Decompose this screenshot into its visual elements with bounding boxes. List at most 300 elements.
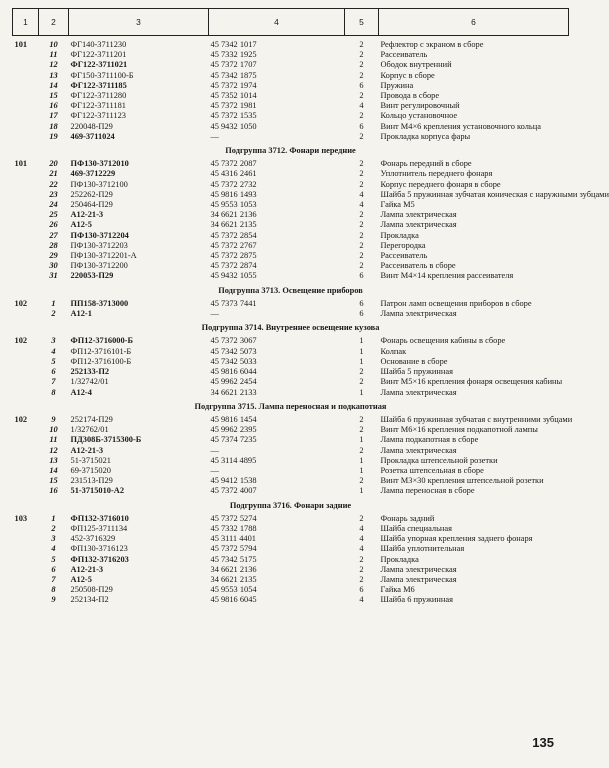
section-title: Подгруппа 3713. Освещение приборов (218, 285, 363, 295)
section-row (13, 398, 569, 415)
description: Лампа электрическая (380, 309, 457, 319)
part-number: ПД308Б-3715300-Б (70, 435, 142, 445)
catalog-code: 45 4316 2461 (210, 169, 257, 179)
part-number: ПФ130-3712203 (70, 240, 128, 250)
part-number: ФГ122-3711201 (70, 50, 127, 60)
table-row (13, 575, 569, 585)
part-number: А12-21-3 (70, 445, 104, 455)
part-number: ФП12-3716101-Б (70, 346, 132, 356)
catalog-code: 45 7342 1875 (210, 70, 257, 80)
group-number (13, 446, 39, 456)
quantity: 4 (359, 534, 364, 544)
position-number: 6 (51, 367, 56, 377)
section-title: Подгруппа 3712. Фонари передние (225, 146, 356, 156)
table-row (13, 241, 569, 251)
description: Лампа электрическая (380, 574, 457, 584)
description: Винт регулировочный (380, 101, 460, 111)
group-number (13, 220, 39, 230)
position-number: 13 (49, 455, 58, 465)
quantity: 2 (359, 445, 364, 455)
group-number (13, 81, 39, 91)
description: Корпус переднего фонаря в сборе (380, 179, 501, 189)
part-number: А12-5 (70, 574, 92, 584)
quantity: 2 (359, 251, 364, 261)
description: Прокладка (380, 554, 419, 564)
group-number (13, 388, 39, 398)
position-number: 1 (51, 513, 56, 523)
quantity: 6 (359, 271, 364, 281)
part-number: ФП12-3716100-Б (70, 356, 132, 366)
group-number (13, 71, 39, 81)
catalog-code: 34 6621 2136 (210, 210, 257, 220)
description: Фонарь освещения кабины в сборе (380, 336, 506, 346)
description: Прокладка штепсельной розетки (380, 455, 498, 465)
description: Колпак (380, 346, 407, 356)
part-number: ПФ130-3712201-А (70, 251, 137, 261)
description: Рассеиватель (380, 251, 428, 261)
header-col-6: 6 (379, 9, 569, 36)
position-number: 24 (49, 200, 58, 210)
group-number: 102 (14, 336, 28, 346)
catalog-code: 45 9962 2395 (210, 425, 257, 435)
part-number: ФГ122-3711123 (70, 111, 126, 121)
part-number: ПП158-3713000 (70, 298, 129, 308)
catalog-code: 45 7342 5175 (210, 554, 257, 564)
description: Винт М5×16 крепления фонаря освещения кабины (380, 377, 563, 387)
part-number: 220048-П29 (70, 121, 113, 131)
position-number: 8 (51, 585, 56, 595)
group-number (13, 122, 39, 132)
catalog-code: 45 7372 5794 (210, 544, 257, 554)
position-number: 20 (49, 159, 58, 169)
part-number: 252174-П29 (70, 414, 113, 424)
part-number: ПФ130-3712010 (70, 159, 129, 169)
catalog-code: 45 7372 1974 (210, 80, 257, 90)
catalog-code: 45 9816 6044 (210, 367, 257, 377)
description: Лампа электрическая (380, 210, 457, 220)
position-number: 9 (51, 595, 56, 605)
position-number: 21 (49, 169, 58, 179)
quantity: 1 (359, 435, 364, 445)
table-row (13, 555, 569, 565)
table-row (13, 466, 569, 476)
table-row (13, 388, 569, 398)
table-row (13, 425, 569, 435)
part-number: 252134-П2 (70, 595, 109, 605)
group-number (13, 555, 39, 565)
part-number: 1/32762/01 (70, 425, 109, 435)
quantity: 1 (359, 486, 364, 496)
part-number: ФП132-3716010 (70, 513, 129, 523)
group-number (13, 241, 39, 251)
position-number: 1 (51, 298, 56, 308)
description: Прокладка (380, 230, 419, 240)
part-number: 252262-П29 (70, 189, 113, 199)
table-row (13, 367, 569, 377)
part-number: 469-3711024 (70, 131, 115, 141)
quantity: 2 (359, 513, 364, 523)
part-number: ФГ122-3711280 (70, 91, 127, 101)
group-number (13, 111, 39, 121)
part-number: А12-21-3 (70, 564, 104, 574)
table-row (13, 40, 569, 50)
group-number: 103 (14, 513, 28, 523)
position-number: 2 (51, 523, 56, 533)
description: Лампа переносная в сборе (380, 486, 475, 496)
group-number: 102 (14, 298, 28, 308)
part-number: ФГ122-3711021 (70, 60, 128, 70)
quantity: 6 (359, 121, 364, 131)
table-row (13, 514, 569, 524)
group-number (13, 169, 39, 179)
position-number: 28 (49, 240, 58, 250)
description: Прокладка корпуса фары (380, 131, 471, 141)
position-number: 25 (49, 210, 58, 220)
table-row (13, 159, 569, 169)
position-number: 27 (49, 230, 58, 240)
group-number (13, 476, 39, 486)
catalog-code: 45 7372 2767 (210, 240, 257, 250)
table-row (13, 50, 569, 60)
table-row (13, 585, 569, 595)
catalog-code: 45 9553 1054 (210, 585, 257, 595)
group-number (13, 575, 39, 585)
catalog-page (12, 8, 609, 760)
group-number (13, 231, 39, 241)
part-number: ПФ130-3712204 (70, 230, 129, 240)
description: Ободок внутренний (380, 60, 452, 70)
quantity: 1 (359, 336, 364, 346)
table-row (13, 534, 569, 544)
table-row (13, 544, 569, 554)
position-number: 4 (51, 346, 56, 356)
table-row (13, 347, 569, 357)
parts-table (12, 8, 609, 606)
part-number: 231513-П29 (70, 476, 113, 486)
table-row (13, 595, 569, 605)
quantity: 2 (359, 131, 364, 141)
position-number: 8 (51, 387, 56, 397)
description: Корпус в сборе (380, 70, 435, 80)
catalog-code: 45 9432 1050 (210, 121, 257, 131)
position-number: 31 (49, 271, 58, 281)
quantity: 2 (359, 169, 364, 179)
catalog-code: 45 7372 2875 (210, 251, 257, 261)
group-number (13, 200, 39, 210)
table-row (13, 377, 569, 387)
table-row (13, 101, 569, 111)
position-number: 18 (49, 121, 58, 131)
header-col-1: 1 (13, 9, 39, 36)
quantity: 2 (359, 159, 364, 169)
table-row (13, 231, 569, 241)
group-number (13, 456, 39, 466)
table-row (13, 220, 569, 230)
position-number: 5 (51, 356, 56, 366)
part-number: 252133-П2 (70, 367, 110, 377)
part-number: ПФ130-3712200 (70, 261, 128, 271)
position-number: 30 (49, 261, 58, 271)
table-row (13, 251, 569, 261)
part-number: ФГ150-3711100-Б (70, 70, 134, 80)
quantity: 2 (359, 50, 364, 60)
description: Кольцо установочное (380, 111, 458, 121)
position-number: 15 (49, 476, 58, 486)
position-number: 7 (51, 574, 56, 584)
part-number: А12-4 (70, 387, 92, 397)
table-row (13, 271, 569, 281)
table-row (13, 60, 569, 70)
part-number: 452-3716329 (70, 534, 116, 544)
quantity: 2 (359, 574, 364, 584)
position-number: 10 (49, 40, 58, 49)
part-number: 250464-П29 (70, 200, 113, 210)
part-number: 51-3715010-А2 (70, 486, 125, 496)
position-number: 11 (49, 50, 58, 60)
catalog-code: — (210, 465, 219, 475)
header-col-5: 5 (345, 9, 379, 36)
quantity: 4 (359, 523, 364, 533)
part-number: ФП125-3711134 (70, 523, 128, 533)
group-number (13, 466, 39, 476)
quantity: 1 (359, 387, 364, 397)
position-number: 11 (49, 435, 58, 445)
catalog-code: 45 7372 4007 (210, 486, 257, 496)
part-number: ФП12-3716000-Б (70, 336, 134, 346)
quantity: 4 (359, 200, 364, 210)
description: Шайба 5 пружинная (380, 367, 453, 377)
group-number (13, 101, 39, 111)
catalog-code: — (210, 309, 219, 319)
part-number: А12-5 (70, 220, 92, 230)
catalog-code: 45 7372 1535 (210, 111, 257, 121)
catalog-code: 45 7373 7441 (210, 298, 257, 308)
part-number: А12-21-3 (70, 210, 104, 220)
catalog-code: 45 7342 1017 (210, 40, 257, 49)
table-row (13, 81, 569, 91)
quantity: 2 (359, 40, 364, 49)
group-number (13, 357, 39, 367)
section-row (13, 142, 569, 159)
description: Шайба упорная крепления заднего фонаря (380, 534, 533, 544)
position-number: 7 (51, 377, 56, 387)
part-number: 69-3715020 (70, 465, 111, 475)
description: Лампа электрическая (380, 387, 457, 397)
catalog-code: 45 7332 1925 (210, 50, 257, 60)
group-number: 101 (14, 40, 28, 49)
part-number: ФП132-3716203 (70, 554, 129, 564)
group-number (13, 210, 39, 220)
quantity: 4 (359, 595, 364, 605)
quantity: 2 (359, 554, 364, 564)
position-number: 16 (49, 486, 58, 496)
group-number (13, 91, 39, 101)
quantity: 6 (359, 80, 364, 90)
description: Уплотнитель переднего фонаря (380, 169, 493, 179)
description: Винт М4×14 крепления рассеивателя (380, 271, 514, 281)
table-header (13, 9, 569, 36)
description: Пружина (380, 80, 414, 90)
position-number: 19 (49, 131, 58, 141)
position-number: 10 (49, 425, 58, 435)
catalog-code: 45 7372 1981 (210, 101, 257, 111)
description: Рассеиватель (380, 50, 428, 60)
description: Шайба 6 пружинная зубчатая с внутренними зубцами (380, 414, 573, 424)
catalog-code: 34 6621 2133 (210, 387, 257, 397)
table-row (13, 122, 569, 132)
description: Гайка М6 (380, 585, 415, 595)
description: Шайба 5 пружинная зубчатая коническая с наружными зубцами (380, 189, 609, 199)
part-number: ПФ130-3712100 (70, 179, 128, 189)
description: Шайба уплотнительная (380, 544, 465, 554)
position-number: 23 (49, 189, 58, 199)
table-row (13, 415, 569, 425)
part-number: ФГ122-3711181 (70, 101, 126, 111)
table-row (13, 309, 569, 319)
catalog-code: 45 9962 2454 (210, 377, 257, 387)
part-number: А12-1 (70, 309, 92, 319)
table-row (13, 169, 569, 179)
catalog-code: 45 3111 4401 (210, 534, 256, 544)
catalog-code: — (210, 131, 219, 141)
quantity: 1 (359, 455, 364, 465)
catalog-code: 45 9432 1055 (210, 271, 257, 281)
quantity: 1 (359, 465, 364, 475)
group-number (13, 261, 39, 271)
section-title: Подгруппа 3714. Внутреннее освещение кузова (201, 323, 380, 333)
catalog-code: 45 9816 6045 (210, 595, 257, 605)
table-row (13, 200, 569, 210)
quantity: 2 (359, 91, 364, 101)
quantity: 2 (359, 261, 364, 271)
group-number (13, 132, 39, 142)
header-col-4: 4 (209, 9, 345, 36)
description: Основание в сборе (380, 356, 448, 366)
position-number: 22 (49, 179, 58, 189)
description: Рассеиватель в сборе (380, 261, 456, 271)
description: Лампа подкапотная в сборе (380, 435, 479, 445)
quantity: 1 (359, 356, 364, 366)
quantity: 6 (359, 309, 364, 319)
quantity: 4 (359, 189, 364, 199)
table-row (13, 357, 569, 367)
quantity: 4 (359, 101, 364, 111)
description: Патрон ламп освещения приборов в сборе (380, 298, 532, 308)
catalog-code: 45 3114 4895 (210, 455, 257, 465)
table-row (13, 435, 569, 445)
section-row (13, 319, 569, 336)
catalog-code: 45 7372 5274 (210, 513, 257, 523)
group-number (13, 524, 39, 534)
catalog-code: 34 6621 2135 (210, 220, 257, 230)
catalog-code: 34 6621 2135 (210, 574, 257, 584)
position-number: 17 (49, 111, 58, 121)
table-row (13, 71, 569, 81)
description: Лампа электрическая (380, 445, 457, 455)
catalog-code: — (210, 445, 219, 455)
position-number: 12 (49, 60, 58, 70)
header-col-3: 3 (69, 9, 209, 36)
group-number (13, 486, 39, 496)
parts-table-body (13, 9, 609, 606)
catalog-code: 45 7372 2087 (210, 159, 257, 169)
part-number: ФГ122-3711185 (70, 80, 127, 90)
part-number: 1/32742/01 (70, 377, 109, 387)
description: Шайба 6 пружинная (380, 595, 453, 605)
description: Винт М6×16 крепления подкапотной лампы (380, 425, 538, 435)
description: Гайка М5 (380, 200, 415, 210)
quantity: 6 (359, 298, 364, 308)
position-number: 4 (51, 544, 56, 554)
quantity: 2 (359, 210, 364, 220)
quantity: 2 (359, 240, 364, 250)
group-number (13, 367, 39, 377)
position-number: 29 (49, 251, 58, 261)
position-number: 9 (51, 414, 56, 424)
catalog-code: 45 9816 1493 (210, 189, 257, 199)
group-number (13, 565, 39, 575)
quantity: 2 (359, 60, 364, 70)
table-row (13, 261, 569, 271)
group-number (13, 251, 39, 261)
position-number: 26 (49, 220, 58, 230)
position-number: 12 (49, 445, 58, 455)
description: Лампа электрическая (380, 220, 457, 230)
description: Перегородка (380, 240, 426, 250)
group-number (13, 60, 39, 70)
quantity: 2 (359, 367, 364, 377)
group-number (13, 544, 39, 554)
part-number: 51-3715021 (70, 455, 111, 465)
position-number: 16 (49, 101, 58, 111)
part-number: ФГ140-3711230 (70, 40, 127, 49)
catalog-code: 34 6621 2136 (210, 564, 257, 574)
catalog-code: 45 7372 2732 (210, 179, 257, 189)
quantity: 2 (359, 70, 364, 80)
quantity: 2 (359, 377, 364, 387)
position-number: 3 (51, 336, 56, 346)
catalog-code: 45 9816 1454 (210, 414, 257, 424)
table-row (13, 446, 569, 456)
group-number (13, 309, 39, 319)
table-row (13, 190, 569, 200)
group-number: 101 (14, 159, 28, 169)
part-number: 469-3712229 (70, 169, 116, 179)
table-row (13, 476, 569, 486)
table-row (13, 486, 569, 496)
group-number (13, 534, 39, 544)
description: Фонарь передний в сборе (380, 159, 472, 169)
quantity: 2 (359, 179, 364, 189)
position-number: 5 (51, 554, 56, 564)
position-number: 13 (49, 70, 58, 80)
table-row (13, 111, 569, 121)
quantity: 2 (359, 414, 364, 424)
group-number (13, 271, 39, 281)
group-number (13, 377, 39, 387)
position-number: 15 (49, 91, 58, 101)
part-number: 250508-П29 (70, 585, 113, 595)
position-number: 14 (49, 465, 58, 475)
catalog-code: 45 7342 5033 (210, 356, 257, 366)
part-number: ФП130-3716123 (70, 544, 128, 554)
group-number (13, 180, 39, 190)
position-number: 2 (51, 309, 56, 319)
group-number: 102 (14, 414, 28, 424)
catalog-code: 45 7352 1014 (210, 91, 257, 101)
catalog-code: 45 7374 7235 (210, 435, 257, 445)
description: Шайба специальная (380, 523, 452, 533)
